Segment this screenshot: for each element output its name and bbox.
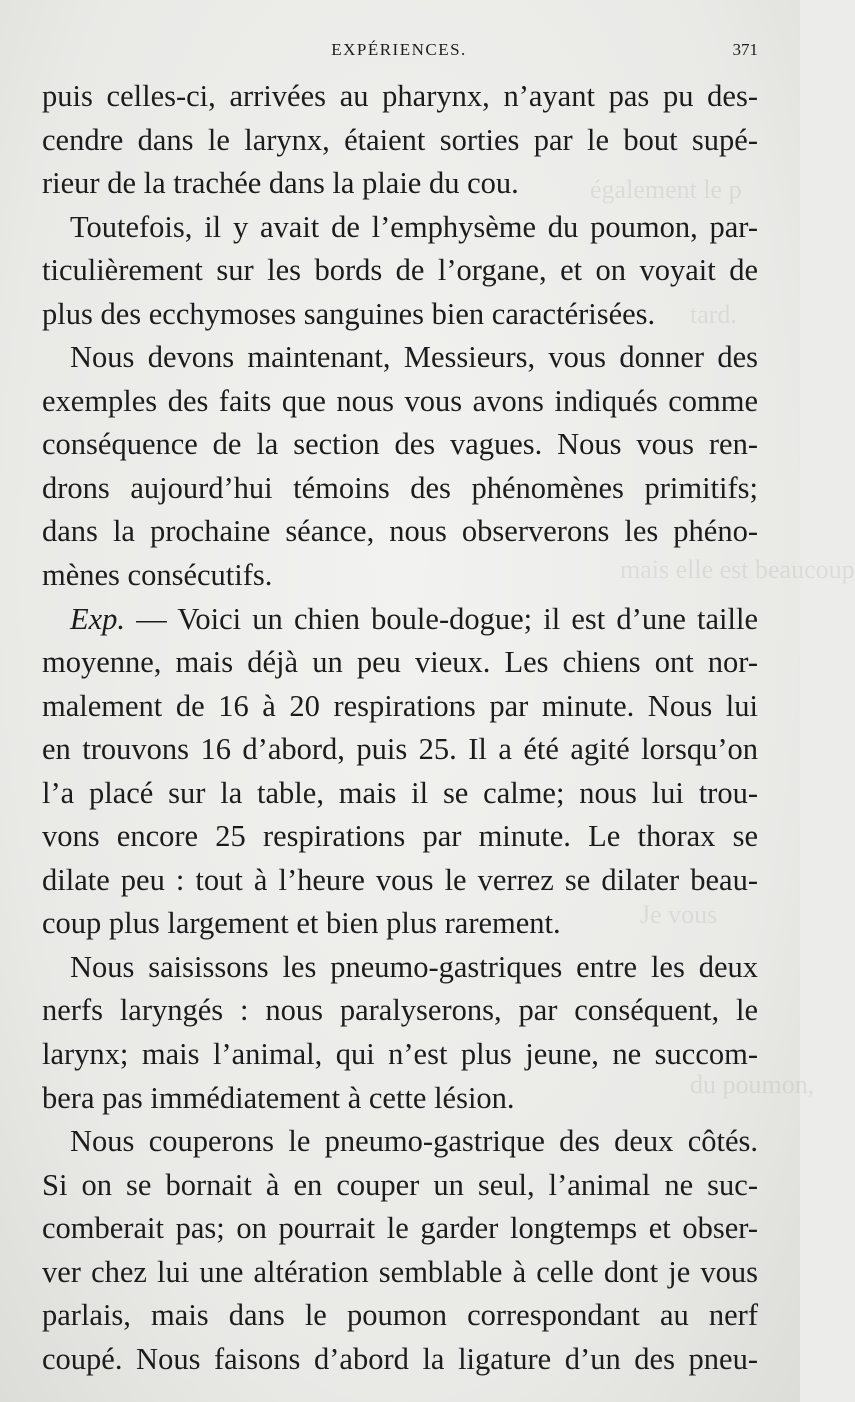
text-line: exemples des faits que nous vous avons indiqués comme <box>42 383 758 418</box>
text-line: coup plus largement et bien plus rarement. <box>42 906 561 941</box>
text-line: dilate peu : tout à l’heure vous le verrez se dilater beau- <box>42 862 758 897</box>
text-line: ver chez lui une altération semblable à celle dont je vous <box>42 1254 758 1289</box>
body-text <box>42 75 758 1381</box>
text-line: ticulièrement sur les bords de l’organe, et on voyait de <box>42 253 758 288</box>
text-line: Exp. — Voici un chien boule-dogue; il est d’une taille <box>70 601 758 636</box>
experiment-label: Exp. <box>70 601 126 636</box>
text-line: Toutefois, il y avait de l’emphysème du poumon, par- <box>70 209 758 244</box>
text-line: parlais, mais dans le poumon correspondant au nerf <box>42 1298 758 1333</box>
running-title: EXPÉRIENCES. <box>331 40 467 59</box>
page-header <box>40 34 758 64</box>
text-line: Nous devons maintenant, Messieurs, vous donner des <box>70 340 758 375</box>
text-line: puis celles-ci, arrivées au pharynx, n’ayant pas pu des- <box>42 79 758 113</box>
text-line: nerfs laryngés : nous paralyserons, par conséquent, le <box>42 993 758 1028</box>
page-number: 371 <box>732 40 758 59</box>
text-line: l’a placé sur la table, mais il se calme; nous lui trou- <box>42 775 758 810</box>
bleed-through-text: Je vous <box>640 900 718 929</box>
bleed-through-text: également le p <box>590 175 742 204</box>
text-line: vons encore 25 respirations par minute. Le thorax se <box>42 819 758 854</box>
text-line: en trouvons 16 d’abord, puis 25. Il a été agité lorsqu’on <box>42 732 758 767</box>
text-line: malement de 16 à 20 respirations par minute. Nous lui <box>42 688 758 723</box>
text-line: mènes consécutifs. <box>42 558 273 593</box>
text-line: cendre dans le larynx, étaient sorties par le bout supé- <box>42 122 758 157</box>
text-line: dans la prochaine séance, nous observerons les phéno- <box>42 514 758 549</box>
text-line: Si on se bornait à en couper un seul, l’animal ne suc- <box>42 1167 758 1202</box>
text-line: drons aujourd’hui témoins des phénomènes primitifs; <box>42 470 758 505</box>
text-line: comberait pas; on pourrait le garder longtemps et obser- <box>42 1211 758 1246</box>
text-line: bera pas immédiatement à cette lésion. <box>42 1080 515 1115</box>
bleed-through-text: du poumon, <box>690 1070 815 1099</box>
bleed-through-text: tard. <box>690 300 737 329</box>
text-line: Nous saisissons les pneumo-gastriques entre les deux <box>70 949 758 984</box>
text-line: larynx; mais l’animal, qui n’est plus jeune, ne succom- <box>42 1037 758 1072</box>
text-line: conséquence de la section des vagues. Nous vous ren- <box>42 427 758 462</box>
text-line: moyenne, mais déjà un peu vieux. Les chiens ont nor- <box>42 645 758 680</box>
text-line: rieur de la trachée dans la plaie du cou. <box>42 166 519 201</box>
text-line: plus des ecchymoses sanguines bien caractérisées. <box>42 296 656 331</box>
bleed-through-text: mais elle est beaucoup <box>620 555 855 584</box>
text-line: coupé. Nous faisons d’abord la ligature d’un des pneu- <box>42 1341 758 1376</box>
text-line: Nous couperons le pneumo-gastrique des deux côtés. <box>70 1124 758 1159</box>
